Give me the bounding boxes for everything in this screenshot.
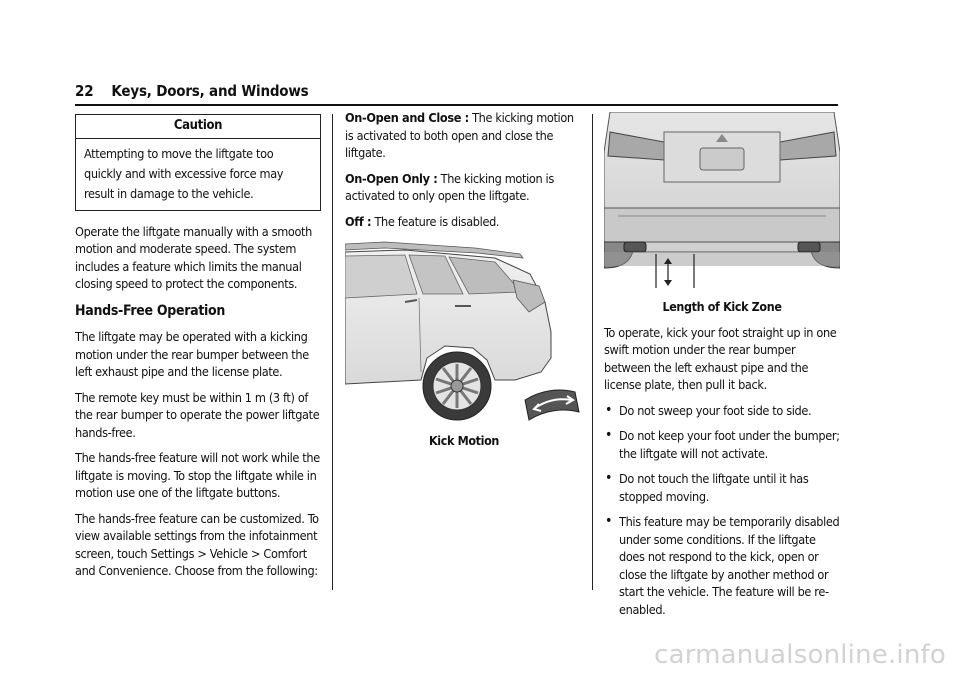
caution-box — [75, 114, 321, 211]
page-header — [75, 82, 308, 100]
paragraph-customize: The hands-free feature can be customized. To view available settings from the infotainment screen, touch Settings > Vehicle > Comfort and Convenience. Choose from the following: — [75, 510, 319, 578]
list-item: • Do not touch the liftgate until it has stopped moving. — [604, 470, 840, 505]
option-label: On-Open Only : — [345, 170, 438, 186]
option-description: The feature is disabled. — [374, 213, 500, 229]
paragraph-remote-range: The remote key must be within 1 m (3 ft) of the rear bumper to operate the power liftgate hands-free. — [75, 389, 320, 440]
column-divider-1 — [332, 114, 333, 590]
caution-title: Caution — [76, 115, 320, 139]
caution-text: Attempting to move the liftgate too quickly and with excessive force may result in damage to the vehicle. — [84, 145, 284, 201]
kick-zone-illustration — [604, 112, 840, 292]
column-divider-2 — [592, 114, 593, 590]
page-number: 22 — [75, 82, 94, 100]
tips-list — [604, 402, 840, 619]
header-divider — [75, 104, 838, 106]
option-label: Off : — [345, 213, 372, 229]
column-3 — [604, 112, 840, 626]
option-description: The kicking motion is activated to both open and close the liftgate. — [345, 110, 574, 160]
figure-caption-kick-motion: Kick Motion — [428, 433, 499, 448]
paragraph-how-to-kick: To operate, kick your foot straight up in one swift motion under the rear bumper between the left exhaust pipe and the license plate, then pull it back. — [604, 324, 837, 392]
paragraph-manual-operation: Operate the liftgate manually with a smooth motion and moderate speed. The system includes a feature which limits the manual closing speed to protect the components. — [75, 223, 312, 291]
list-item: • Do not sweep your foot side to side. — [604, 402, 840, 420]
list-item: • This feature may be temporarily disabled under some conditions. If the liftgate does not respond to the kick, open or close the liftgate by another method or start the vehicle. The feature will be re-enabled. — [604, 513, 840, 618]
figure-caption-kick-zone: Length of Kick Zone — [662, 299, 782, 314]
paragraph-while-moving: The hands-free feature will not work while the liftgate is moving. To stop the liftgate while in motion use one of the liftgate buttons. — [75, 450, 320, 500]
option-open-only — [345, 170, 583, 205]
option-description: The kicking motion is activated to only open the liftgate. — [345, 170, 554, 203]
section-heading: Hands-Free Operation — [75, 302, 226, 319]
paragraph-kick-location: The liftgate may be operated with a kicking motion under the rear bumper between the left exhaust pipe and the license plate. — [75, 329, 309, 379]
kick-motion-illustration — [345, 240, 581, 426]
list-item: • Do not keep your foot under the bumper; the liftgate will not activate. — [604, 427, 840, 462]
watermark-text: carmanualsonline.info — [654, 640, 946, 670]
section-title: Keys, Doors, and Windows — [111, 82, 309, 100]
column-2 — [345, 109, 583, 458]
option-label: On-Open and Close : — [345, 110, 469, 125]
option-open-and-close — [345, 109, 583, 162]
option-off — [345, 213, 583, 231]
column-1 — [75, 114, 321, 588]
